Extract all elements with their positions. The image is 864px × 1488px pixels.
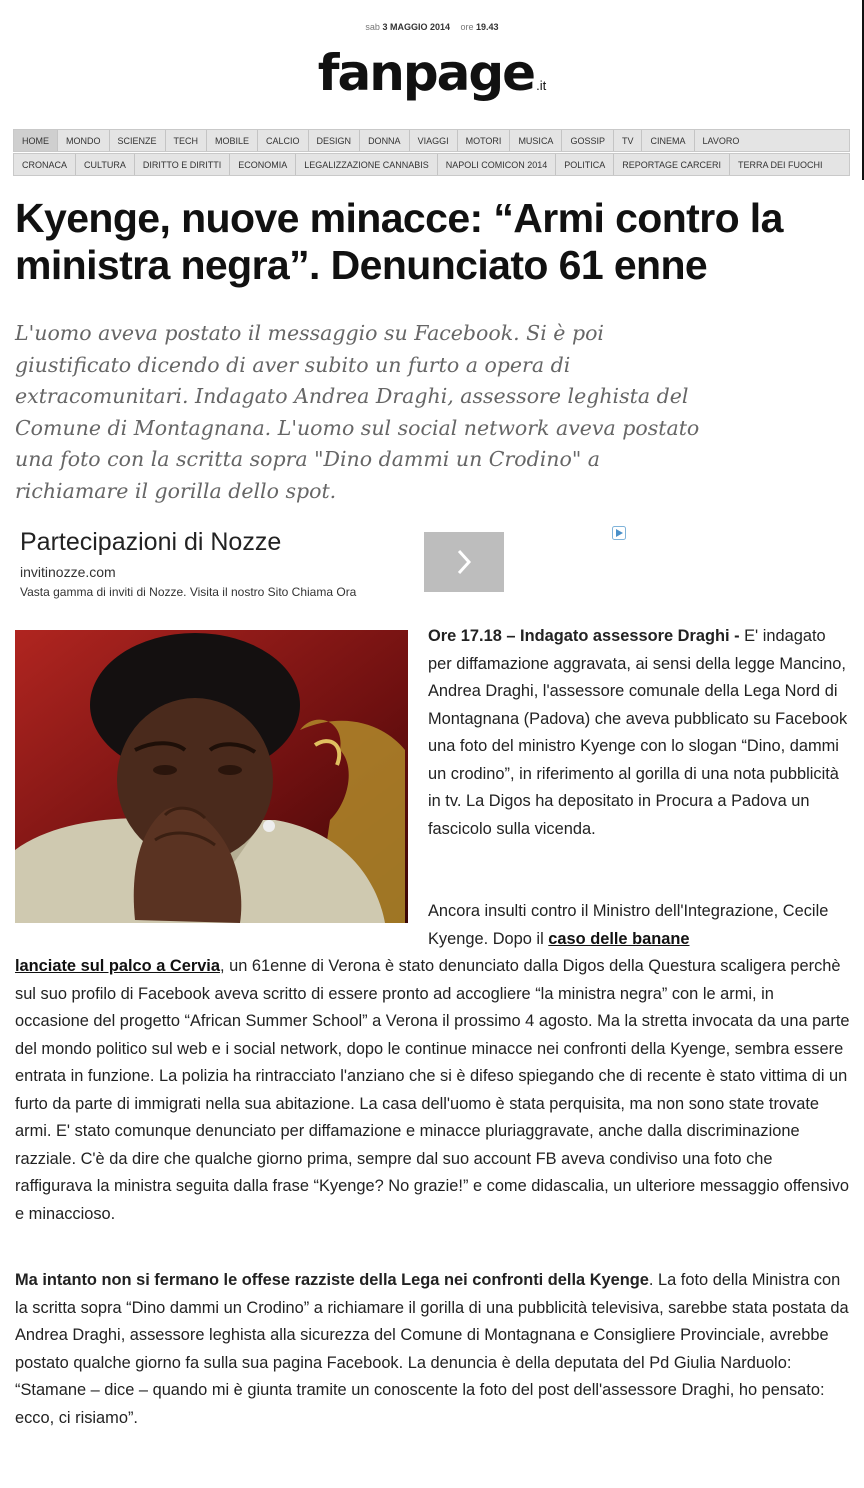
site-logo[interactable] [0,44,864,102]
nav-item-tv[interactable]: TV [614,130,643,151]
paragraph-3-bold: Ma intanto non si fermano le offese razziste della Lega nei confronti della Kyenge [15,1271,649,1289]
nav-item-viaggi[interactable]: VIAGGI [410,130,458,151]
nav-item-mobile[interactable]: MOBILE [207,130,258,151]
ad-domain[interactable]: invitinozze.com [20,564,116,580]
ad-title[interactable]: Partecipazioni di Nozze [20,528,282,556]
nav-item-cannabis[interactable]: LEGALIZZAZIONE CANNABIS [296,154,438,175]
nav-item-cultura[interactable]: CULTURA [76,154,135,175]
paragraph-2-intro: Ancora insulti contro il Ministro dell'Integrazione, Cecile Kyenge. Dopo il [428,902,829,948]
adchoices-icon[interactable] [612,526,626,540]
logo-text: fanpage [317,44,535,102]
nav-item-diritto[interactable]: DIRITTO E DIRITTI [135,154,230,175]
nav-item-calcio[interactable]: CALCIO [258,130,309,151]
primary-nav [13,129,850,152]
time-label-prefix: ore [460,22,474,32]
update-paragraph [428,623,848,843]
nav-item-home[interactable]: HOME [14,130,58,151]
nav-item-economia[interactable]: ECONOMIA [230,154,296,175]
secondary-nav [13,153,850,176]
time-label: 19.43 [476,22,499,32]
paragraph-3 [15,1267,855,1432]
update-text: E' indagato per diffamazione aggravata, ai sensi della legge Mancino, Andrea Draghi, l'assessore comunale della Lega Nord di Montagnana (Padova) che aveva pubblicato su Facebook una foto del ministro Kyenge con lo slogan “Dino, dammi un crodino”, in riferimento al gorilla di una nota pubblicità in tv. La Digos ha depositato in Procura a Padova un fascicolo sulla vicenda. [428,627,848,838]
banane-link-part-1[interactable]: caso delle banane [548,929,690,948]
ad-description: Vasta gamma di inviti di Nozze. Visita il nostro Sito Chiama Ora [20,585,357,599]
nav-item-gossip[interactable]: GOSSIP [562,130,614,151]
photo-illustration [15,630,408,923]
nav-item-design[interactable]: DESIGN [309,130,361,151]
article-photo [15,630,408,923]
banane-link-part-2[interactable]: lanciate sul palco a Cervia [15,957,220,975]
nav-item-musica[interactable]: MUSICA [510,130,562,151]
nav-item-scienze[interactable]: SCIENZE [110,130,166,151]
paragraph-2-start [428,898,848,953]
nav-item-carceri[interactable]: REPORTAGE CARCERI [614,154,730,175]
nav-item-motori[interactable]: MOTORI [458,130,511,151]
nav-item-mondo[interactable]: MONDO [58,130,110,151]
nav-item-politica[interactable]: POLITICA [556,154,614,175]
paragraph-2-text: , un 61enne di Verona è stato denunciato dalla Digos della Questura scaligera perchè sul suo profilo di Facebook aveva scritto di essere pronto ad accogliere “la ministra negra” con le armi, in occasione del progetto “African Summer School” a Verona il prossimo 4 agosto. Ma la stretta invocata da una parte del mondo politico sul web e i social network, dopo le continue minacce nei confronti della Kyenge, sembra essere entrata in funzione. La polizia ha rintracciato l'anziano che si è difeso spiegando che di recente è stato vittima di un furto da parte di immigrati nella sua abitazione. La casa dell'uomo è stata perquisita, ma non sono state trovate armi. E' stato comunque denunciato per diffamazione e minacce pluriaggravate, anche dalla discriminazione razziale. C'è da dire che qualche giorno prima, sempre dal suo account FB aveva condiviso una foto che raffigurava la ministra seguita dalla frase “Kyenge? No grazie!” e come didascalia, un ulteriore messaggio offensivo e minaccioso. [15,957,850,1223]
nav-item-comicon[interactable]: NAPOLI COMICON 2014 [438,154,557,175]
nav-item-cronaca[interactable]: CRONACA [14,154,76,175]
paragraph-3-text: . La foto della Ministra con la scritta sopra “Dino dammi un Crodino” a richiamare il gorilla di una pubblicità televisiva, sarebbe stata postata da Andrea Draghi, assessore leghista alla sicurezza del Comune di Montagnana e Consigliere Provinciale, avrebbe postato qualche giorno fa sulla sua pagina Facebook. La denuncia è della deputata del Pd Giulia Narduolo: “Stamane – dice – quando mi è giunta tramite un conoscente la foto del post dell'assessore Draghi, ho pensato: ecco, ci risiamo”. [15,1271,849,1427]
update-heading: Ore 17.18 – Indagato assessore Draghi - [428,627,740,645]
day-label: sab [365,22,380,32]
logo-tld: .it [536,78,547,93]
date-time-bar [0,22,864,32]
nav-item-terra-fuochi[interactable]: TERRA DEI FUOCHI [737,159,823,170]
ad-banner[interactable] [12,520,632,610]
chevron-right-icon [454,547,474,577]
nav-item-donna[interactable]: DONNA [360,130,410,151]
ad-next-button[interactable] [424,532,504,592]
nav-item-lavoro[interactable]: LAVORO [702,135,740,146]
date-label: 3 MAGGIO 2014 [382,22,450,32]
paragraph-2-body [15,953,850,1228]
article-title: Kyenge, nuove minacce: “Armi contro la ministra negra”. Denunciato 61 enne [15,195,783,288]
article-lead: L'uomo aveva postato il messaggio su Facebook. Si è poi giustificato dicendo di aver subito un furto a opera di extracomunitari. Indagato Andrea Draghi, assessore leghista del Comune di Montagnana. L'uomo sul social network aveva postato una foto con la scritta sopra "Dino dammi un Crodino" a richiamare il gorilla dello spot. [15,321,700,503]
nav-item-cinema[interactable]: CINEMA [642,130,694,151]
nav-item-tech[interactable]: TECH [166,130,208,151]
